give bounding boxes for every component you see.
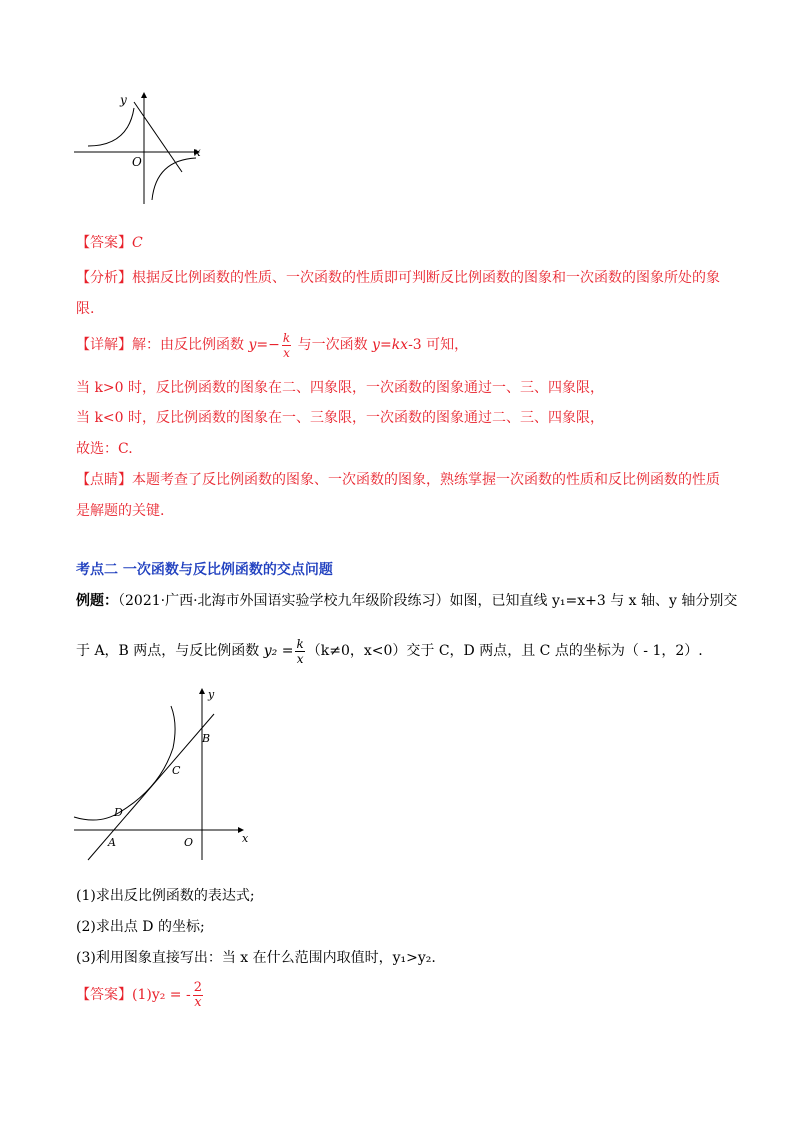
example-text-2b: （k≠0，x<0）交于 C，D 两点，且 C 点的坐标为（ - 1，2）. — [306, 643, 703, 659]
graph-2 — [70, 684, 260, 864]
answer-2-prefix: (1)y₂ = - — [132, 987, 191, 1003]
origin-label: O — [132, 155, 142, 169]
example-fraction-numerator: k — [296, 636, 304, 651]
answer-2 — [76, 978, 205, 1012]
answer-2-fraction — [193, 981, 203, 1010]
detail-case-2: 当 k<0 时，反比例函数的图象在一、三象限，一次函数的图象通过二、三、四象限， — [76, 410, 605, 426]
detail-y: y — [248, 337, 257, 353]
analysis-tag: 【分析】 — [76, 270, 132, 286]
comment-tag: 【点睛】 — [76, 472, 132, 488]
detail-tag: 【详解】 — [76, 337, 132, 353]
analysis-line-1 — [76, 268, 720, 288]
detail-suffix: -3 可知， — [408, 337, 469, 353]
comment-line-2: 是解题的关键. — [76, 503, 165, 519]
y-axis-arrow — [141, 92, 147, 98]
origin-label: O — [184, 836, 194, 849]
analysis-text-2: 限. — [76, 301, 95, 317]
detail-eq2: = — [379, 337, 392, 353]
fraction-numerator: k — [282, 330, 291, 345]
question-3: (3)利用图象直接写出：当 x 在什么范围内取值时，y₁>y₂. — [76, 950, 436, 966]
comment-line-1 — [76, 470, 720, 490]
hyperbola-branch-lower-right — [152, 158, 196, 200]
detail-case-1: 当 k>0 时，反比例函数的图象在二、四象限，一次函数的图象通过一、三、四象限， — [76, 380, 605, 396]
answer-2-numerator: 2 — [193, 979, 202, 995]
example-y2: y₂ = — [263, 643, 294, 659]
question-1: (1)求出反比例函数的表达式; — [76, 888, 255, 904]
answer-value: C — [132, 235, 143, 251]
hyperbola-branch-upper-left — [88, 108, 134, 146]
line-y1 — [88, 714, 214, 860]
example-tag: 例题： — [76, 593, 118, 609]
y-axis-arrow — [199, 688, 205, 694]
point-label-d: D — [114, 806, 123, 819]
detail-eq-neg: =− — [256, 337, 280, 353]
example-line-2 — [76, 636, 703, 666]
section-title: 考点二 一次函数与反比例函数的交点问题 — [76, 562, 333, 578]
example-fraction-denominator: x — [296, 651, 304, 666]
answer-2-tag: 【答案】 — [76, 987, 132, 1003]
detail-mid: 与一次函数 — [293, 337, 373, 353]
example-fraction — [295, 637, 304, 666]
question-2: (2)求出点 D 的坐标; — [76, 919, 205, 935]
answer-2-denominator: x — [194, 994, 202, 1010]
comment-text-1: 本题考查了反比例函数的图象、一次函数的图象，熟练掌握一次函数的性质和反比例函数的性质 — [132, 472, 720, 488]
analysis-line-2 — [76, 299, 94, 319]
fraction-denominator: x — [283, 345, 290, 360]
answer-1 — [76, 233, 143, 253]
example-text-1: （2021·广西·北海市外国语实验学校九年级阶段练习）如图，已知直线 y₁=x+3 与 x 轴、y 轴分别交 — [118, 593, 738, 609]
analysis-text-1: 根据反比例函数的性质、一次函数的性质即可判断反比例函数的图象和一次函数的图象所处的象 — [132, 270, 720, 286]
x-axis-label: x — [242, 832, 249, 845]
point-label-a: A — [108, 836, 116, 849]
answer-tag: 【答案】 — [76, 235, 132, 251]
detail-prefix: 解：由反比例函数 — [132, 337, 249, 353]
detail-line-1 — [76, 330, 468, 360]
detail-y2: y — [372, 337, 380, 353]
example-line-1 — [76, 591, 737, 611]
detail-choice: 故选：C. — [76, 441, 133, 457]
point-label-b: B — [202, 732, 211, 745]
hyperbola-branch — [74, 706, 175, 820]
y-axis-label: y — [120, 93, 127, 107]
example-text-2a: 于 A，B 两点，与反比例函数 — [76, 643, 264, 659]
point-label-c: C — [172, 764, 181, 777]
detail-expr: kx — [391, 337, 409, 353]
y-axis-label: y — [208, 688, 215, 701]
graph-1 — [70, 88, 210, 208]
fraction-k-over-x — [282, 331, 291, 360]
x-axis-label: x — [194, 145, 201, 159]
